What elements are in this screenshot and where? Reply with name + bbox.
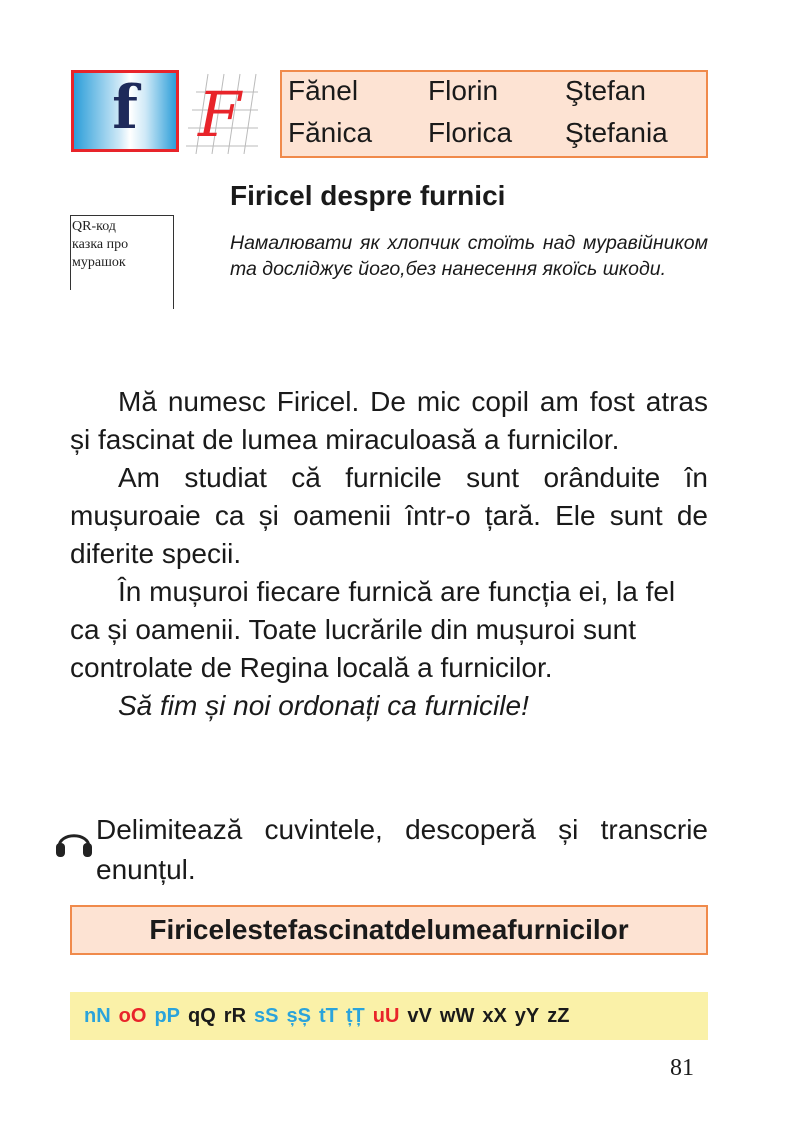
- alphabet-letter-pair: vV: [407, 1005, 432, 1027]
- name: Fănica: [288, 117, 373, 148]
- alphabet-letter-pair: oO: [118, 1005, 147, 1027]
- name: Florica: [428, 117, 513, 148]
- illustration-note: Намалювати як хлопчик стоїть над муравійником та досліджує його,без нанесення якоїсь шкоди.: [230, 232, 708, 280]
- qr-text-line: мурашок: [72, 255, 126, 270]
- task-instruction: Delimitează cuvintele, descoperă și transcrie enunțul.: [96, 814, 708, 885]
- alphabet-letter-pair: zZ: [547, 1005, 570, 1027]
- story-paragraph: Mă numesc Firicel. De mic copil am fost atras și fascinat de lumea miraculoasă a furnicilor.: [70, 386, 708, 455]
- print-letter: f: [112, 73, 138, 143]
- page-number: 81: [670, 1055, 694, 1081]
- name: Ştefania: [565, 117, 668, 148]
- alphabet-letter-pair: yY: [514, 1005, 540, 1027]
- name: Ştefan: [565, 75, 646, 106]
- merged-sentence-box: Firicelestefascinatdelumeafurnicilor: [70, 905, 708, 955]
- headphones-icon: [54, 823, 94, 859]
- name: Florin: [428, 75, 499, 106]
- qr-placeholder: [70, 215, 174, 309]
- story-paragraph: În mușuroi fiecare furnică are funcția ei, la fel ca și oamenii. Toate lucrările din mușuroi sunt controlate de Regina locală a furnicilor.: [70, 576, 676, 683]
- alphabet-letter-pair: wW: [439, 1005, 475, 1027]
- alphabet-letter-pair: xX: [482, 1005, 507, 1027]
- alphabet-letter-pair: tT: [318, 1005, 338, 1027]
- print-letter-tile: [71, 70, 179, 152]
- alphabet-letter-pair: țȚ: [345, 1005, 365, 1027]
- alphabet-letter-pair: uU: [372, 1005, 400, 1027]
- name: Fănel: [288, 75, 359, 106]
- script-letter: F: [198, 78, 242, 151]
- alphabet-letter-pair: rR: [223, 1005, 247, 1027]
- alphabet-strip: [70, 992, 708, 1040]
- qr-text-line: казка про: [72, 237, 129, 252]
- script-letter-tile: [186, 70, 258, 154]
- qr-text-line: QR-код: [72, 219, 116, 234]
- alphabet-letter-pair: șȘ: [286, 1005, 311, 1027]
- alphabet-letter-pair: pP: [154, 1005, 181, 1027]
- story-text: [70, 383, 708, 725]
- story-moral: Să fim și noi ordonați ca furnicile!: [118, 690, 529, 721]
- alphabet-letter-pair: sS: [254, 1005, 279, 1027]
- page-title: Firicel despre furnici: [230, 180, 506, 211]
- alphabet-letter-pair: nN: [84, 1005, 111, 1027]
- story-paragraph: Am studiat că furnicile sunt orânduite în mușuroaie ca și oamenii într-o țară. Ele sunt de diferite specii.: [70, 462, 708, 569]
- alphabet-letter-pair: qQ: [188, 1005, 216, 1027]
- names-box: [280, 70, 708, 158]
